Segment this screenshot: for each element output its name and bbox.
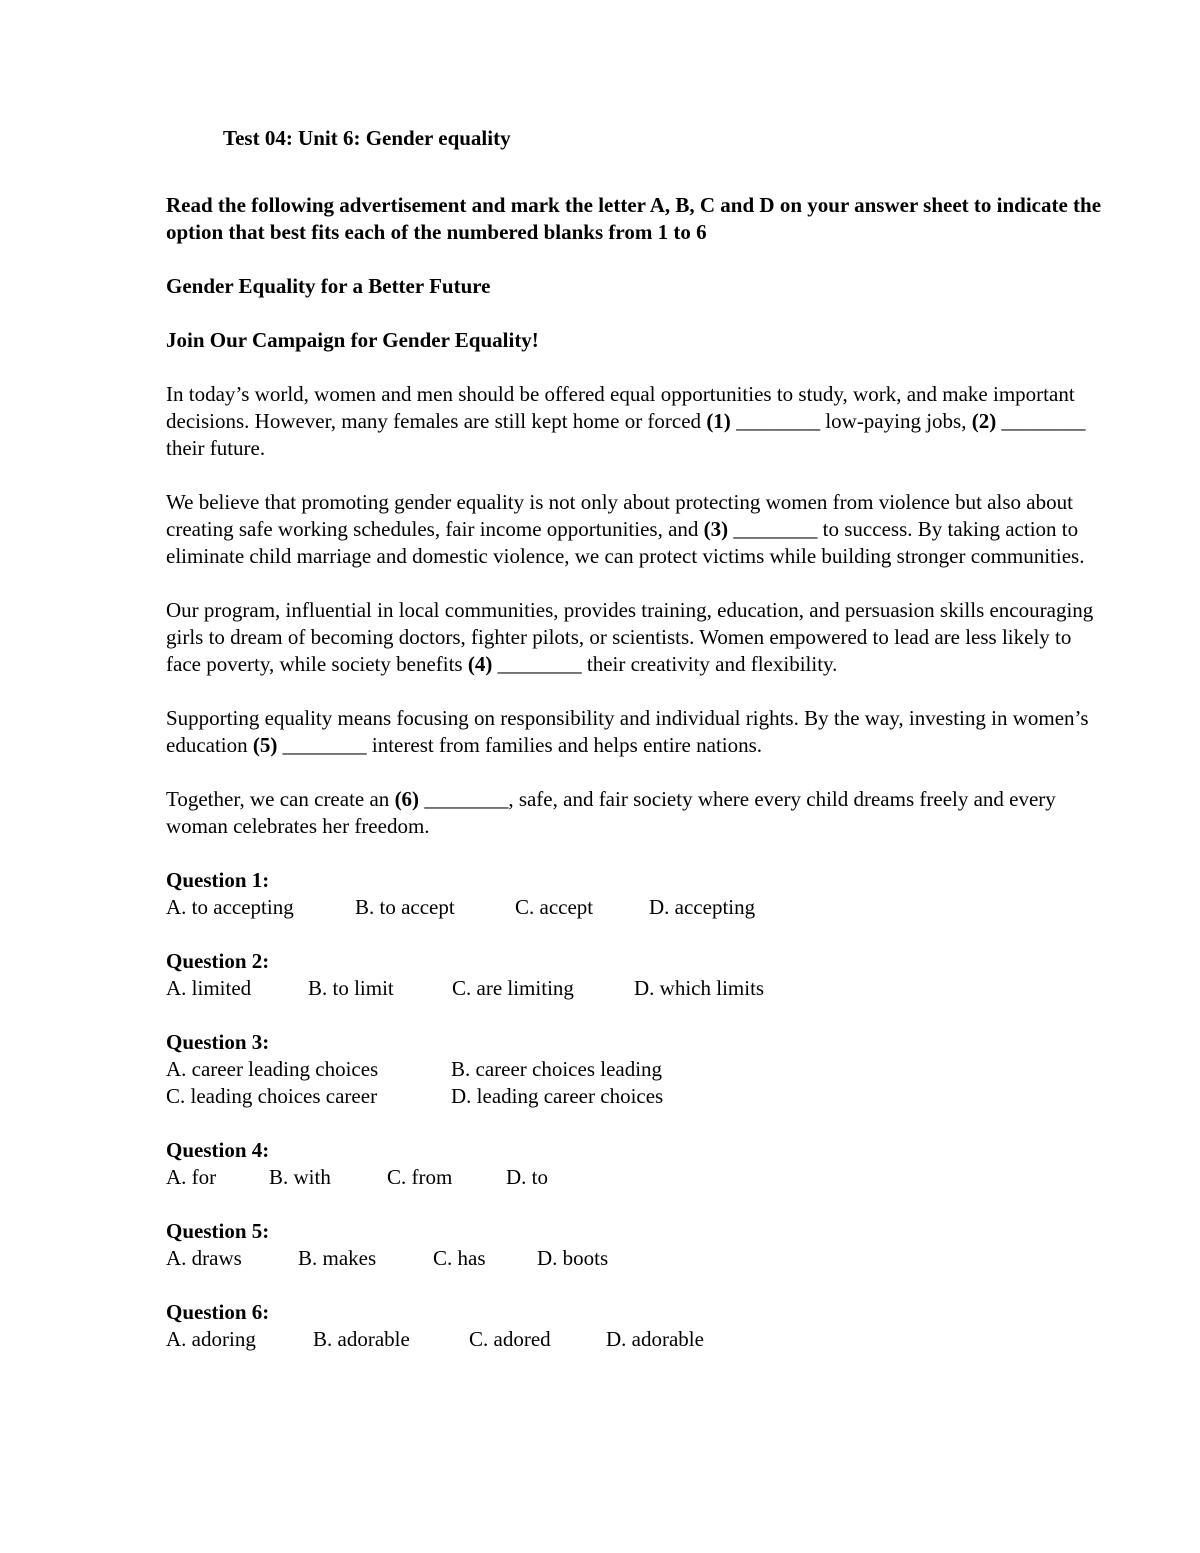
question-2	[166, 948, 1106, 1002]
option-d: D. adorable	[606, 1327, 704, 1351]
options-row	[166, 975, 1106, 1002]
blank-number-2: (2)	[971, 409, 997, 433]
option-d: D. which limits	[634, 976, 765, 1000]
page-title: Test 04: Unit 6: Gender equality	[223, 126, 511, 150]
blank-6: ________	[424, 787, 509, 811]
option-a: A. limited	[166, 976, 252, 1000]
question-4	[166, 1137, 1106, 1191]
option-d: D. leading career choices	[451, 1084, 664, 1108]
option-d: D. to	[506, 1165, 548, 1189]
paragraph-5: Together, we can create an (6) ________, safe, and fair society where every child dreams freely and every woman celebrates her freedom.	[166, 787, 1056, 838]
option-b: B. to limit	[308, 976, 394, 1000]
advert-heading: Gender Equality for a Better Future	[166, 274, 491, 298]
option-c: C. leading choices career	[166, 1084, 378, 1108]
option-a: A. career leading choices	[166, 1057, 379, 1081]
options-row	[166, 894, 1106, 921]
paragraph-1: In today’s world, women and men should be offered equal opportunities to study, work, and make important decisions. However, many females are still kept home or forced (1) ________ low-paying jobs, (2) ________ their future.	[166, 382, 1086, 460]
blank-3: ________	[733, 517, 818, 541]
document-page	[166, 125, 1106, 1380]
blank-number-5: (5)	[252, 733, 278, 757]
question-1	[166, 867, 1106, 921]
option-c: C. accept	[515, 895, 594, 919]
question-label: Question 3:	[166, 1030, 270, 1054]
question-label: Question 2:	[166, 949, 270, 973]
question-label: Question 4:	[166, 1138, 270, 1162]
option-a: A. adoring	[166, 1327, 256, 1351]
blank-4: ________	[497, 652, 582, 676]
campaign-heading: Join Our Campaign for Gender Equality!	[166, 328, 539, 352]
option-d: D. accepting	[649, 895, 756, 919]
question-label: Question 5:	[166, 1219, 270, 1243]
option-a: A. for	[166, 1165, 217, 1189]
option-c: C. from	[387, 1165, 453, 1189]
option-b: B. to accept	[355, 895, 455, 919]
option-c: C. are limiting	[452, 976, 574, 1000]
option-a: A. draws	[166, 1246, 242, 1270]
blank-1: ________	[736, 409, 821, 433]
option-a: A. to accepting	[166, 895, 294, 919]
paragraph-2: We believe that promoting gender equality is not only about protecting women from violence but also about creating safe working schedules, fair income opportunities, and (3) ________ to success. By taking action to eliminate child marriage and domestic violence, we can protect victims while building stronger communities.	[166, 490, 1085, 568]
options-row	[166, 1245, 1106, 1272]
blank-number-4: (4)	[467, 652, 493, 676]
instruction-text: Read the following advertisement and mark the letter A, B, C and D on your answer sheet to indicate the option that best fits each of the numbered blanks from 1 to 6	[166, 193, 1102, 244]
options-row	[166, 1164, 1106, 1191]
blank-5: ________	[282, 733, 367, 757]
options-grid	[166, 1056, 1106, 1110]
question-3	[166, 1029, 1106, 1110]
option-b: B. career choices leading	[451, 1057, 663, 1081]
question-5	[166, 1218, 1106, 1272]
option-c: C. has	[433, 1246, 486, 1270]
paragraph-3: Our program, influential in local communities, provides training, education, and persuasion skills encouraging girls to dream of becoming doctors, fighter pilots, or scientists. Women empowered to lead are less likely to face poverty, while society benefits (4) ________ their creativity and flexibility.	[166, 598, 1094, 676]
blank-2: ________	[1001, 409, 1086, 433]
blank-number-6: (6)	[394, 787, 420, 811]
option-b: B. adorable	[313, 1327, 410, 1351]
question-6	[166, 1299, 1106, 1353]
blank-number-3: (3)	[703, 517, 729, 541]
question-label: Question 1:	[166, 868, 270, 892]
option-b: B. with	[269, 1165, 331, 1189]
options-row	[166, 1326, 1106, 1353]
blank-number-1: (1)	[706, 409, 731, 433]
option-c: C. adored	[469, 1327, 551, 1351]
paragraph-4: Supporting equality means focusing on responsibility and individual rights. By the way, investing in women’s education (5) ________ interest from families and helps entire nations.	[166, 706, 1089, 757]
question-label: Question 6:	[166, 1300, 270, 1324]
option-d: D. boots	[537, 1246, 609, 1270]
option-b: B. makes	[298, 1246, 377, 1270]
